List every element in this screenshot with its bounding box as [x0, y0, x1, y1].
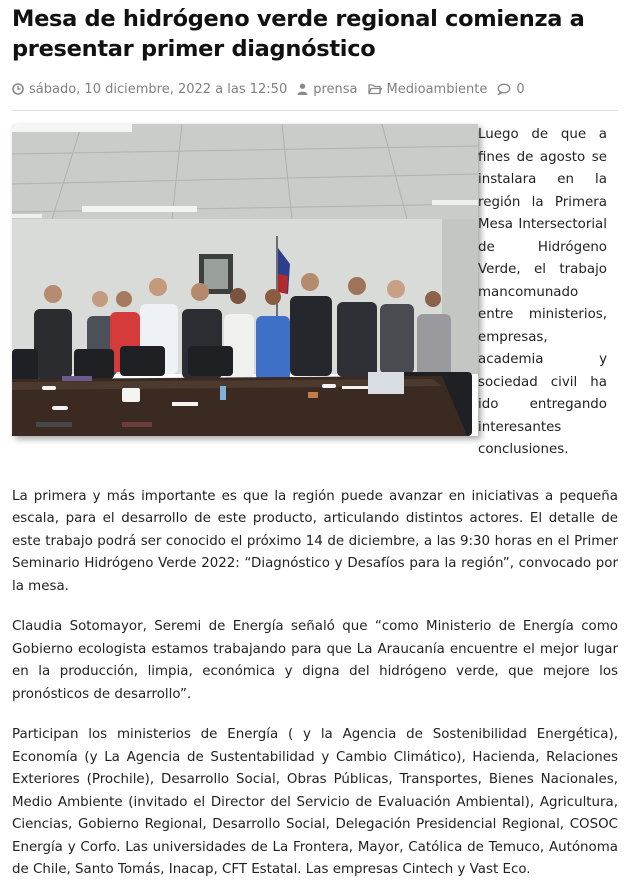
meta-date-text: sábado, 10 diciembre, 2022 a las 12:50 — [29, 81, 288, 97]
intro-text: Luego de que a fines de agosto se instalara en la región la Primera Mesa Intersectorial de Hidrógeno Verde, el trabajo mancomunado entre ministerios, empresas, academia y sociedad civil ha ido entregando interesantes conclusiones. — [478, 127, 607, 457]
clock-icon — [12, 83, 24, 95]
paragraph-1: La primera y más importante es que la región puede avanzar en iniciativas a pequeña escala, para el desarrollo de este producto, articulando distintos actores. El detalle de este trabajo podrá ser conocido el próximo 14 de diciembre, a las 9:30 horas en el Primer Seminario Hidrógeno Verde 2022: “Diagnóstico y Desafíos para la región”, convocado por la mesa. — [12, 488, 618, 594]
meta-date — [12, 82, 287, 97]
folder-icon — [368, 83, 382, 95]
comments-link[interactable]: 0 — [516, 81, 525, 97]
paragraph-2: Claudia Sotomayor, Seremi de Energía señaló que “como Ministerio de Energía como Gobierno ecologista estamos trabajando para que La Araucanía encuentre el mejor lugar en la producción, limpia, económica y digna del hidrógeno verde, que mejore los pronósticos de desarrollo”. — [12, 619, 618, 702]
category-link[interactable]: Medioambiente — [386, 81, 488, 97]
comment-icon — [497, 83, 511, 95]
article-photo — [12, 124, 478, 436]
figure-row — [12, 124, 618, 462]
article-title: Mesa de hidrógeno verde regional comienza a presentar primer diagnóstico — [12, 6, 585, 62]
paragraph-3: Participan los ministerios de Energía ( y la Agencia de Sostenibilidad Energética), Economía (y La Agencia de Sustentabilidad y Cambio Climático), Hacienda, Relaciones Exteriores (Prochile), Desarrollo Social, Obras Públicas, Transportes, Bienes Nacionales, Medio Ambiente (invitado el Director del Servicio de Evaluación Ambiental), Agricultura, Ciencias, Gobierno Regional, Desarrollo Social, Delegación Presidencial Regional, COSOC Energía y Corfo. Las universidades de La Frontera, Mayor, Católica de Temuco, Autónoma de Chile, Santo Tomás, Inacap, CFT Estatal. Las empresas Cintech y Vast Eco. — [12, 727, 618, 877]
meta-author[interactable] — [297, 82, 357, 97]
group-photo-icon — [12, 124, 478, 436]
author-link[interactable]: prensa — [313, 81, 358, 97]
article-meta — [12, 78, 618, 111]
meta-category[interactable] — [368, 82, 488, 97]
user-icon — [297, 83, 308, 95]
meta-comments[interactable] — [497, 82, 524, 97]
